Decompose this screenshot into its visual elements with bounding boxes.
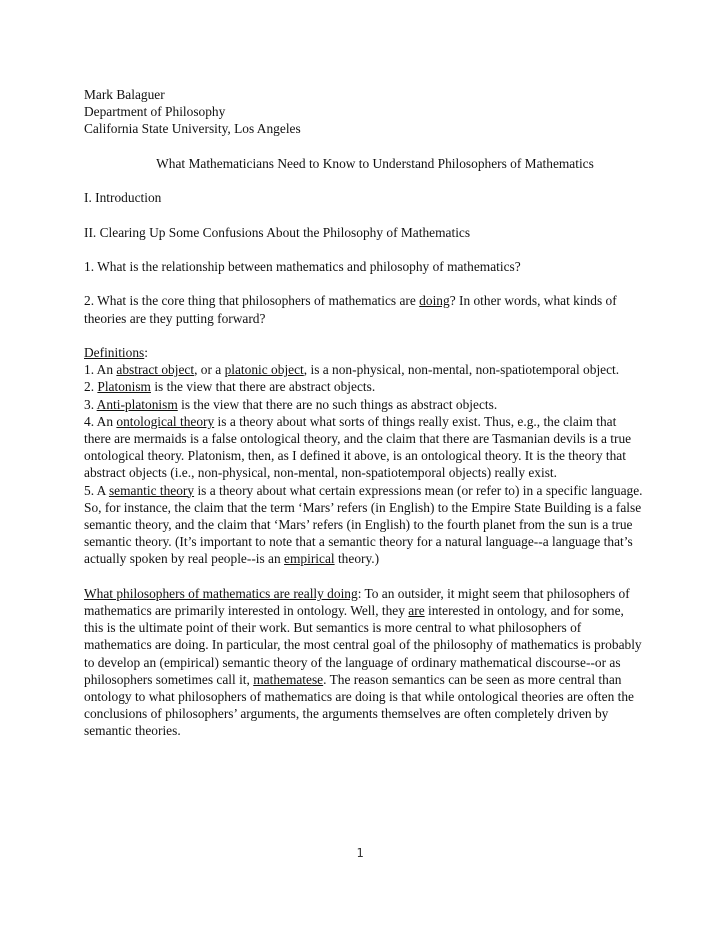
definition-3: 3. Anti-platonism is the view that there are no such things as abstract objects. <box>84 396 498 412</box>
section-heading-confusions: II. Clearing Up Some Confusions About the Philosophy of Mathematics <box>84 224 471 240</box>
emphasis-empirical: empirical <box>284 551 335 567</box>
term-mathematese: mathematese <box>253 671 324 687</box>
emphasis-are: are <box>408 602 425 618</box>
document-body <box>84 86 644 740</box>
definition-4: 4. An ontological theory is a theory about what sorts of things really exist. Thus, e.g., the claim that there are mermaids is a false ontological theory, and the claim that there are Tasmanian devils is a true ontological theory. Platonism, then, as I defined it above, is an ontological theory. It is the theory that abstract objects (i.e., non-physical, non-mental, non-spatiotemporal objects) really exist. <box>84 413 632 481</box>
section-heading-introduction: I. Introduction <box>84 190 162 206</box>
term-semantic-theory: semantic theory <box>108 482 195 498</box>
question-2: 2. What is the core thing that philosophers of mathematics are doing? In other words, what kinds of theories are they putting forward? <box>84 293 617 326</box>
definition-1: 1. An abstract object, or a platonic object, is a non-physical, non-mental, non-spatiotemporal object. <box>84 362 620 378</box>
closing-heading: What philosophers of mathematics are really doing <box>84 585 358 601</box>
term-ontological-theory: ontological theory <box>116 413 215 429</box>
page-number: 1 <box>356 846 364 860</box>
author-department: Department of Philosophy <box>84 104 226 120</box>
emphasis-doing: doing <box>419 293 450 309</box>
definition-5: 5. A semantic theory is a theory about what certain expressions mean (or refer to) in a specific language. So, for instance, the claim that the term ‘Mars’ refers (in English) to the Empire State Building is a false semantic theory, and the claim that ‘Mars’ refers (in English) to the fourth planet from the sun is a true semantic theory. (It’s important to note that a semantic theory for a natural language--a language that’s actually spoken by real people--is an empirical theory.) <box>84 482 643 567</box>
term-platonism: Platonism <box>97 379 151 395</box>
document-title: What Mathematicians Need to Know to Understand Philosophers of Mathematics <box>156 155 594 171</box>
term-abstract-object: abstract object <box>116 362 195 378</box>
term-anti-platonism: Anti-platonism <box>96 396 178 412</box>
author-name: Mark Balaguer <box>84 87 165 102</box>
closing-paragraph: What philosophers of mathematics are really doing: To an outsider, it might seem that philosophers of mathematics are primarily interested in ontology. Well, they are interested in ontology, and for some, this is the ultimate point of their work. But semantics is more central to what philosophers of mathematics are doing. In particular, the most central goal of the philosophy of mathematics is probably to develop an (empirical) semantic theory of the language of ordinary mathematical discourse--or as philosophers sometimes call it, mathematese. The reason semantics can be seen as more central than ontology to what philosophers of mathematics are doing is that while ontological theories are often the conclusions of philosophers’ arguments, the arguments themselves are often completely driven by semantic theories. <box>84 585 642 739</box>
definitions-heading: Definitions: <box>84 344 148 360</box>
term-platonic-object: platonic object <box>224 362 304 378</box>
definition-2: 2. Platonism is the view that there are abstract objects. <box>84 379 376 395</box>
question-1: 1. What is the relationship between mathematics and philosophy of mathematics? <box>84 258 521 274</box>
author-university: California State University, Los Angeles <box>84 121 301 137</box>
